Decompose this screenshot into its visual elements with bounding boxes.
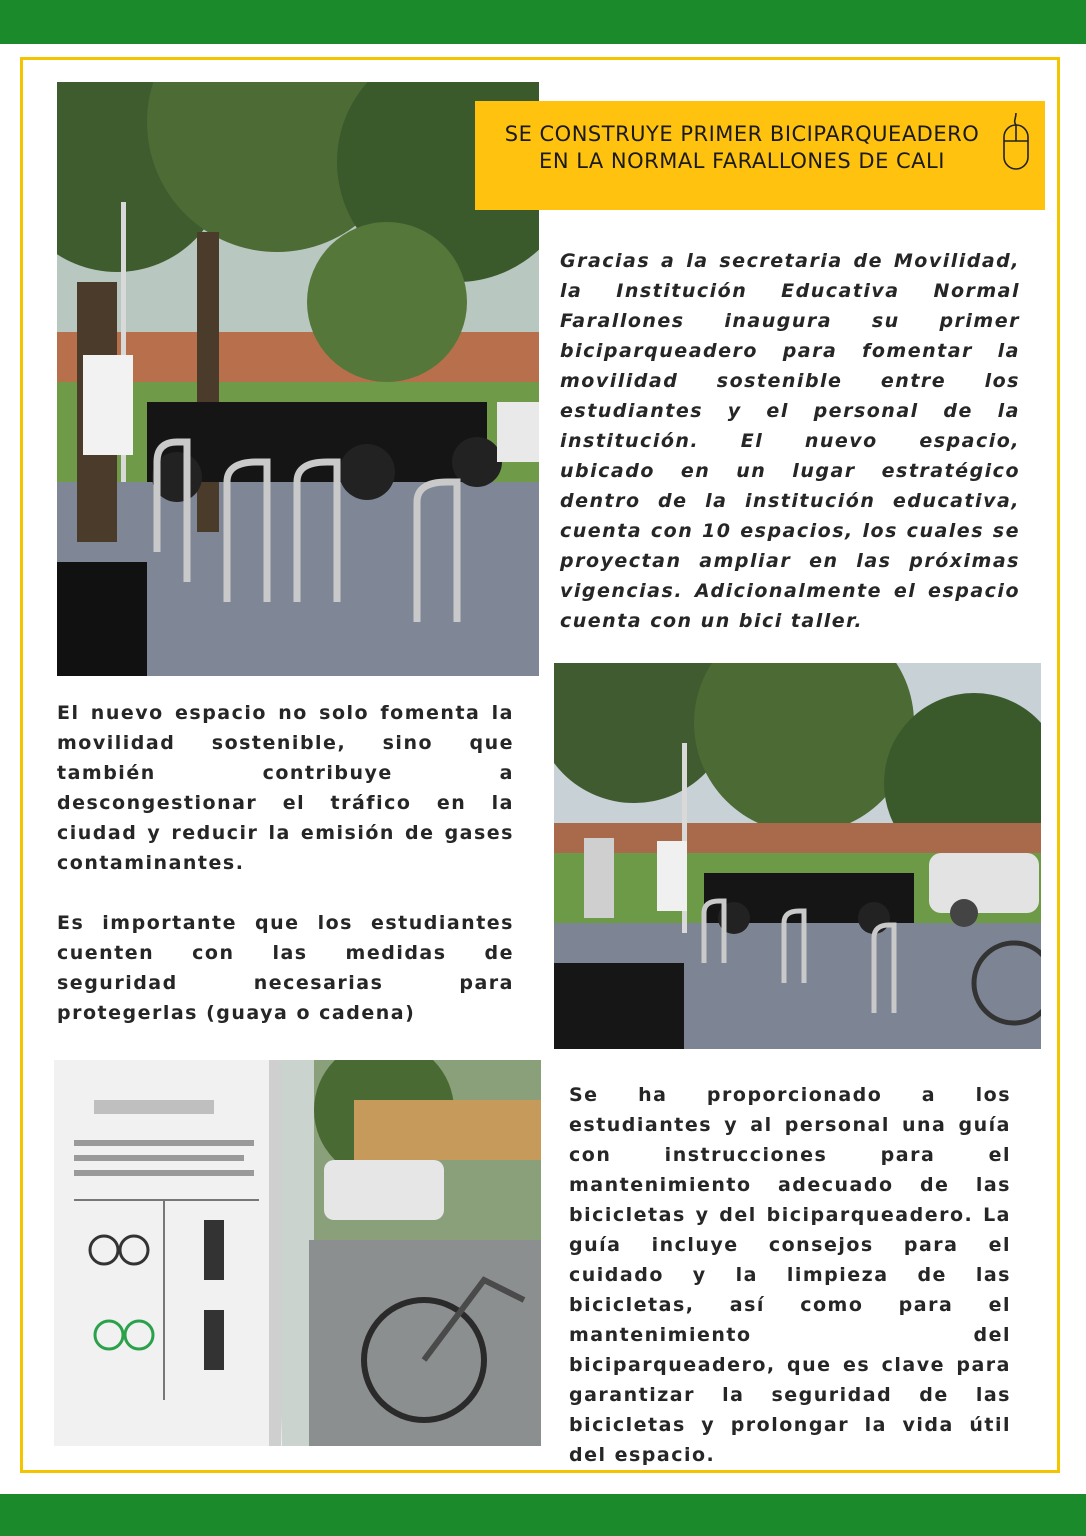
mouse-icon (1001, 111, 1031, 175)
page-title: SE CONSTRUYE PRIMER BICIPARQUEADERO EN LA NORMAL FARALLONES DE CALI (504, 122, 980, 173)
photo-instruction-sign (54, 1060, 541, 1446)
bottom-green-band (0, 1494, 1086, 1536)
photo-bike-rack-motorcycles (57, 82, 539, 676)
title-banner (475, 101, 1045, 210)
safety-paragraph: Es importante que los estudiantes cuenten con las medidas de seguridad necesarias para protegerlas (guaya o cadena) (57, 912, 514, 1024)
guide-paragraph: Se ha proporcionado a los estudiantes y al personal una guía con instrucciones para el mantenimiento adecuado de las bicicletas y del biciparqueadero. La guía incluye consejos para el cuidado y la limpieza de las bicicletas, así como para el mantenimiento del biciparqueadero, que es clave para garantizar la seguridad de las bicicletas y prolongar la vida útil del espacio. (569, 1084, 1011, 1466)
photo-rack-wide-view (554, 663, 1041, 1049)
benefits-paragraph: El nuevo espacio no solo fomenta la movilidad sostenible, sino que también contribuye a descongestionar el tráfico en la ciudad y reducir la emisión de gases contaminantes. (57, 702, 514, 874)
top-green-band (0, 0, 1086, 44)
intro-paragraph: Gracias a la secretaria de Movilidad, la Institución Educativa Normal Farallones inaugura su primer biciparqueadero para fomentar la movilidad sostenible entre los estudiantes y el personal de la institución. El nuevo espacio, ubicado en un lugar estratégico dentro de la institución educativa, cuenta con 10 espacios, los cuales se proyectan ampliar en las próximas vigencias. Adicionalmente el espacio cuenta con un bici taller. (560, 250, 1020, 632)
benefits-section (57, 698, 514, 1028)
